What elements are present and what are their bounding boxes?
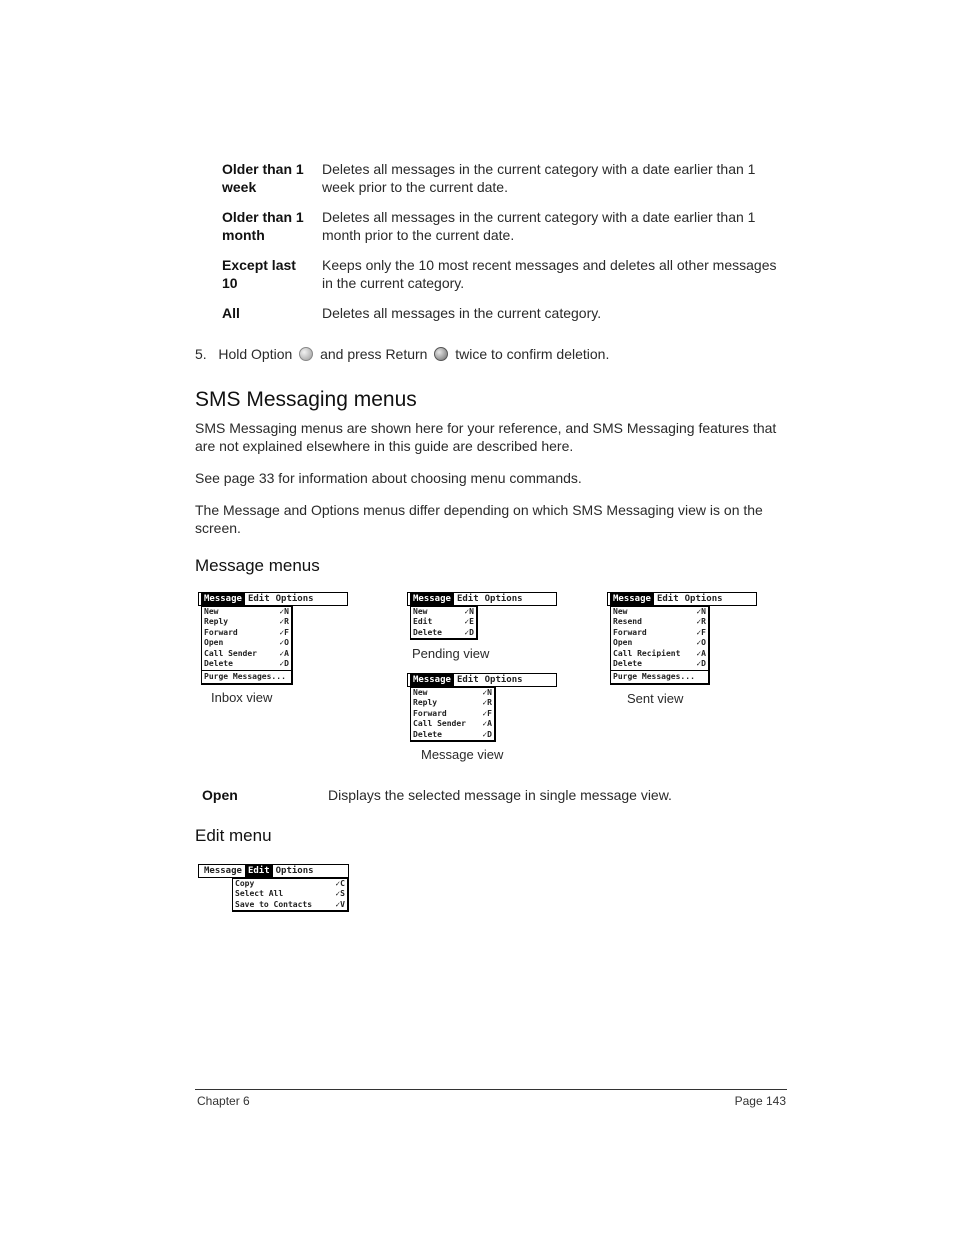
- menu-item[interactable]: Reply ✓R: [413, 698, 492, 708]
- menu-edit[interactable]: Edit: [656, 594, 679, 604]
- menu-item[interactable]: Resend ✓R: [613, 617, 706, 627]
- pending-menu: [410, 606, 478, 640]
- menu-item[interactable]: Open ✓O: [613, 638, 706, 648]
- message-view-menu: [410, 687, 496, 742]
- menu-item[interactable]: New ✓N: [204, 607, 289, 616]
- def-open: Displays the selected message in single message view.: [328, 787, 672, 803]
- step-text-2: and press Return: [320, 346, 428, 362]
- def-except-last: Keeps only the 10 most recent messages and deletes all other messages in the current category.: [322, 257, 777, 291]
- menu-item[interactable]: Select All ✓S: [235, 889, 345, 899]
- def-all: Deletes all messages in the current category.: [322, 305, 602, 321]
- inbox-caption: Inbox view: [211, 690, 273, 705]
- pending-caption: Pending view: [412, 646, 490, 661]
- section-para-1: SMS Messaging menus are shown here for your reference, and SMS Messaging features that are not explained elsewhere in this guide are described here.: [195, 420, 777, 454]
- menu-options[interactable]: Options: [275, 594, 314, 604]
- menu-item[interactable]: Edit ✓E: [413, 617, 474, 627]
- menu-divider: [202, 670, 291, 671]
- def-older-week: Deletes all messages in the current category with a date earlier than 1 week prior to the current date.: [322, 161, 756, 195]
- term-all: All: [222, 305, 240, 321]
- menu-edit[interactable]: Edit: [456, 594, 479, 604]
- footer-chapter: Chapter 6: [197, 1094, 250, 1108]
- menu-item[interactable]: Save to Contacts ✓V: [235, 899, 345, 909]
- term-older-week: Older than 1 week: [222, 161, 304, 195]
- menu-options[interactable]: Options: [484, 675, 523, 685]
- menu-options[interactable]: Options: [484, 594, 523, 604]
- step-text-3: twice to confirm deletion.: [455, 346, 610, 362]
- pending-menubar: [407, 592, 557, 606]
- term-open: Open: [202, 787, 238, 803]
- sent-caption: Sent view: [627, 691, 684, 706]
- footer-rule: [195, 1089, 787, 1090]
- menu-item[interactable]: New ✓N: [413, 688, 492, 697]
- message-view-menubar: [407, 673, 557, 687]
- sent-menu: [610, 606, 710, 685]
- menu-edit[interactable]: Edit: [247, 594, 270, 604]
- edit-menubar: [198, 864, 349, 878]
- menu-divider: [611, 670, 708, 671]
- menu-item[interactable]: Call Sender ✓A: [413, 719, 492, 729]
- step-5: [195, 345, 609, 363]
- menu-item[interactable]: Delete ✓D: [413, 729, 492, 739]
- menu-item[interactable]: Delete ✓D: [413, 627, 474, 637]
- menu-options[interactable]: Options: [275, 866, 314, 876]
- menu-item[interactable]: Open ✓O: [204, 638, 289, 648]
- message-menus-title: Message menus: [195, 556, 320, 575]
- edit-menu: [232, 878, 349, 912]
- section-para-2: See page 33 for information about choosing menu commands.: [195, 470, 582, 486]
- menu-edit[interactable]: Edit: [456, 675, 479, 685]
- menu-item[interactable]: Call Recipient ✓A: [613, 648, 706, 658]
- menu-item[interactable]: Forward ✓F: [613, 627, 706, 637]
- footer-page: Page 143: [734, 1094, 786, 1108]
- menu-item-purge[interactable]: Purge Messages...: [613, 672, 695, 682]
- menu-item[interactable]: Delete ✓D: [613, 659, 706, 669]
- menu-edit[interactable]: Edit: [245, 865, 273, 877]
- menu-item[interactable]: Forward ✓F: [413, 708, 492, 718]
- menu-item[interactable]: Copy ✓C: [235, 879, 345, 888]
- menu-item[interactable]: New ✓N: [413, 607, 474, 616]
- menu-item[interactable]: Delete ✓D: [204, 659, 289, 669]
- step-number: 5.: [195, 346, 207, 362]
- term-except-last: Except last 10: [222, 257, 296, 291]
- menu-item[interactable]: New ✓N: [613, 607, 706, 616]
- menu-item[interactable]: Forward ✓F: [204, 627, 289, 637]
- menu-message[interactable]: Message: [410, 674, 454, 686]
- term-older-month: Older than 1 month: [222, 209, 304, 243]
- section-para-3: The Message and Options menus differ depending on which SMS Messaging view is on the screen.: [195, 502, 763, 536]
- option-key-icon: [299, 347, 313, 361]
- inbox-menu: [201, 606, 293, 685]
- menu-message[interactable]: Message: [204, 866, 242, 876]
- menu-item[interactable]: Reply ✓R: [204, 617, 289, 627]
- menu-message[interactable]: Message: [610, 593, 654, 605]
- menu-message[interactable]: Message: [201, 593, 245, 605]
- step-text-1: Hold Option: [218, 346, 293, 362]
- return-key-icon: [434, 347, 448, 361]
- section-title: SMS Messaging menus: [195, 388, 417, 411]
- menu-item-purge[interactable]: Purge Messages...: [204, 672, 286, 682]
- def-older-month: Deletes all messages in the current category with a date earlier than 1 month prior to the current date.: [322, 209, 756, 243]
- edit-menu-title: Edit menu: [195, 826, 272, 845]
- inbox-menubar: [198, 592, 348, 606]
- menu-item[interactable]: Call Sender ✓A: [204, 648, 289, 658]
- menu-options[interactable]: Options: [684, 594, 723, 604]
- message-view-caption: Message view: [421, 747, 504, 762]
- menu-message[interactable]: Message: [410, 593, 454, 605]
- sent-menubar: [607, 592, 757, 606]
